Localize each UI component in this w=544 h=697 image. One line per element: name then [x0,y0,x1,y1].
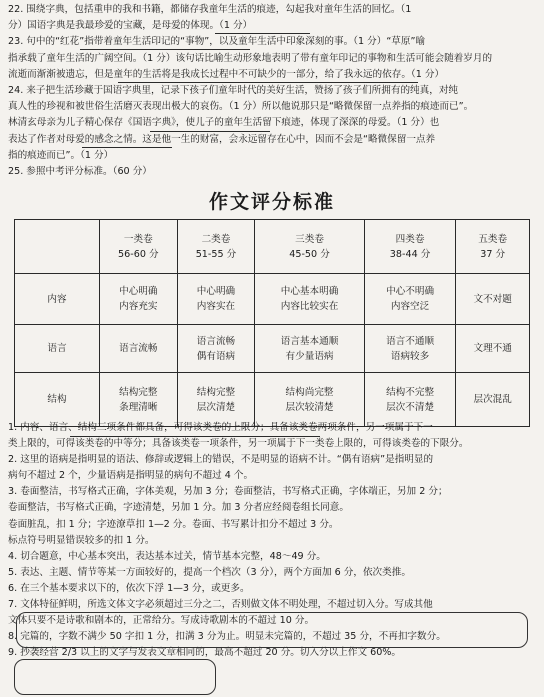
answer-line: 分）国语字典是我最珍爱的宝藏，是母爱的体现。（1 分） [8,20,253,32]
grade-header: 一类卷 56-60 分 [100,220,178,274]
table-cell: 中心明确 内容充实 [100,274,178,325]
answer-line: 林清玄母亲为儿子精心保存《国语字典》，使儿子的童年生活留下痕迹，体现了深深的母爱。（1 分）也 [8,117,440,129]
answer-line: 表达了作者对母爱的感念之情。这是他一生的财富，会永远留存在心中，因而不会是“略微保留一点养 [8,133,436,145]
rule-line: 卷面整洁，书写格式正确，字迹清楚，另加 1 分。加 3 分者应经阅卷组长同意。 [8,502,349,514]
pen-underline [70,436,320,437]
table-header-row [15,220,530,274]
grade-header: 五类卷 37 分 [456,220,530,274]
answer-line: 真人性的珍视和被世俗生活磨灭表现出极大的哀伤。（1 分）所以他说那只是“略微保留一点养指的痕迹而已”。 [8,101,474,113]
rule-line: 4. 切合题意，中心基本突出，表达基本过关，情节基本完整，48～49 分。 [8,550,326,562]
rule-line: 7. 文体特征鲜明，所选文体文字必须超过三分之二，否则做文体不明处理，不超过切入分。写成其他 [8,599,433,611]
scoring-table [14,219,530,427]
table-row [15,325,530,373]
pen-underline [150,131,270,132]
answer-line: 指的痕迹而已”。（1 分） [8,149,114,161]
rule-line: 卷面脏乱，扣 1 分；字迹潦草扣 1—2 分。卷面、书写累计扣分不超过 3 分。 [8,518,339,530]
table-cell: 语言基本通顺 有少量语病 [255,325,365,373]
answer-line: 23. 句中的“红花”指带着童年生活印记的“事物”，以及童年生活中印象深刻的事。（1 分）“草原”喻 [8,36,426,48]
table-cell: 结构不完整 层次不清楚 [364,373,456,427]
rule-line: 类上限的，可得该类卷的中等分；具备该类卷一项条件，另一项属于下一类卷上限的，可得该类卷的下限分。 [8,438,469,450]
answer-line: 22. 围绕字典，包括重申的我和书籍，都储存我童年生活的痕迹，勾起我对童年生活的回忆。（1 [8,4,412,15]
rule-line: 9. 抄袭经营 2/3 以上的文字与发表文章相同的，最高不超过 20 分。切入分以上作文 60%。 [8,647,402,659]
rule-line: 标点符号明显错误较多的扣 1 分。 [8,534,155,546]
rule-line: 5. 表达、主题、情节等某一方面较好的，提高一个档次（3 分），两个方面加 6 分，依次类推。 [8,566,411,578]
table-cell: 层次混乱 [456,373,530,427]
corner-cell [15,220,100,274]
row-label: 语言 [15,325,100,373]
pen-circle-mark [14,659,216,695]
row-label: 内容 [15,274,100,325]
answer-line: 指承载了童年生活的广阔空间。（1 分）该句话比喻生动形象地表明了带有童年印记的事物和生活可能会随着岁月的 [8,52,493,64]
grade-header: 二类卷 51-55 分 [177,220,255,274]
rubric-title: 作文评分标准 [208,191,335,213]
answer-line: 24. 来子把生活珍藏于国语字典里，记录下孩子们童年时代的美好生活，赞扬了孩子们所拥有的纯真，对纯 [8,85,459,97]
rule-line: 3. 卷面整洁，书写格式正确，字体美观，另加 3 分；卷面整洁，书写格式正确，字体端正，另加 2 分； [8,486,448,498]
rule-line: 6. 在三个基本要求以下的，依次下浮 1—3 分，或更多。 [8,582,250,594]
grade-header: 四类卷 38-44 分 [364,220,456,274]
table-cell: 中心明确 内容实在 [177,274,255,325]
table-cell: 语言流畅 偶有语病 [177,325,255,373]
table-cell: 结构完整 层次清楚 [177,373,255,427]
table-cell: 中心基本明确 内容比较实在 [255,274,365,325]
pen-underline [80,49,250,50]
rule-line: 2. 这里的语病是指明显的语法、修辞或逻辑上的错误，不是明显的语病不计。“偶有语病”是指明显的 [8,454,434,466]
table-row [15,274,530,325]
answer-line: 流逝而渐渐被遗忘，但是童年的生活将是我成长过程中不可缺少的一部分，给了我永远的依存。（1 分） [8,68,445,80]
table-cell: 文理不通 [456,325,530,373]
rule-line: 1. 内容、语言、结构三项条件都具备，可得该类卷的上限分；具备该类卷两项条件，另一项属于下一 [8,422,433,433]
table-cell: 结构完整 条理清晰 [100,373,178,427]
rule-line: 病句不超过 2 个，少量语病是指明显的病句不超过 4 个。 [8,470,254,482]
table-cell: 中心不明确 内容空泛 [364,274,456,325]
rule-line: 文体只要不是诗歌和剧本的，正常给分。写成诗歌剧本的不超过 10 分。 [8,615,315,627]
table-cell: 语言流畅 [100,325,178,373]
pen-circle-mark [16,612,528,648]
rule-line: 8. 完篇的，字数不满少 50 字扣 1 分，扣满 3 分为止。明显未完篇的，不超过 35 分，不再扣字数分。 [8,631,446,643]
grade-header: 三类卷 45-50 分 [255,220,365,274]
answer-line: 25. 参照中考评分标准。（60 分） [8,166,152,178]
row-label: 结构 [15,373,100,427]
table-row [15,373,530,427]
table-cell: 文不对题 [456,274,530,325]
answer-paragraphs [8,2,536,180]
pen-underline [82,147,172,148]
table-cell: 结构尚完整 层次较清楚 [255,373,365,427]
pen-underline [118,82,418,83]
table-cell: 语言不通顺 语病较多 [364,325,456,373]
pen-underline [215,33,310,34]
